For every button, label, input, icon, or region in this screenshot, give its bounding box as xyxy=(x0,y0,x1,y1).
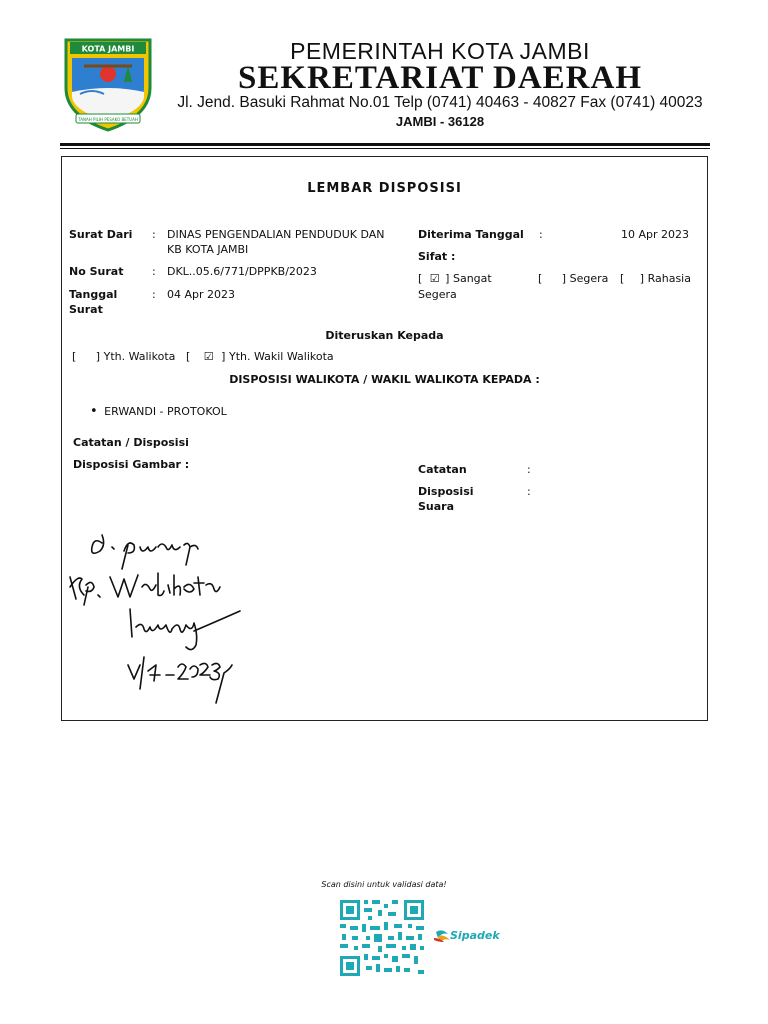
disposisi-suara-label-cont: Suara xyxy=(418,500,455,513)
bracket-open: [ xyxy=(72,350,77,363)
tanggal-surat-label: Tanggal xyxy=(69,288,118,301)
diteruskan-option-wakil[interactable] xyxy=(186,350,334,363)
sifat-option-sangat-wrap: Segera xyxy=(418,288,457,301)
colon: : xyxy=(152,265,156,278)
bullet-icon: • xyxy=(90,404,98,419)
diterima-tanggal-value: 10 Apr 2023 xyxy=(621,228,690,241)
letterhead-city: JAMBI - 36128 xyxy=(395,114,485,129)
letterhead-rule-thin xyxy=(60,148,710,149)
brand-text: Sipadek xyxy=(450,929,500,942)
sifat-option-label: Sangat xyxy=(452,272,492,285)
logo-motto: TANAH PILIH PESAKO BETUAH xyxy=(78,117,138,122)
disposisi-suara-label: Disposisi xyxy=(418,485,474,498)
surat-dari-value-cont: KB KOTA JAMBI xyxy=(167,243,249,256)
bracket-close: ] xyxy=(221,350,226,363)
colon: : xyxy=(527,463,531,476)
sifat-option-label: Rahasia xyxy=(647,272,691,285)
colon: : xyxy=(152,228,156,241)
handwritten-disposition xyxy=(62,525,262,710)
colon: : xyxy=(152,288,156,301)
bracket-close: ] xyxy=(639,272,645,285)
disposisi-gambar-label: Disposisi Gambar : xyxy=(73,458,190,471)
kota-jambi-logo xyxy=(62,36,154,132)
sipadek-logo xyxy=(434,926,508,944)
bracket-close: ] xyxy=(95,350,101,363)
letterhead-government: PEMERINTAH KOTA JAMBI xyxy=(290,38,590,64)
validation-qr-code[interactable] xyxy=(338,898,426,978)
bracket-open: [ xyxy=(186,350,191,363)
sifat-option-sangat[interactable] xyxy=(418,272,492,285)
bracket-open: [ xyxy=(620,272,625,285)
surat-dari-label: Surat Dari xyxy=(69,228,133,241)
tanggal-surat-label-cont: Surat xyxy=(69,303,103,316)
catatan-label: Catatan xyxy=(418,463,467,476)
tanggal-surat-value: 04 Apr 2023 xyxy=(167,288,236,301)
checkbox-checked-icon: ☑ xyxy=(203,350,214,363)
scan-instruction: Scan disini untuk validasi data! xyxy=(321,880,447,889)
letterhead-address: Jl. Jend. Basuki Rahmat No.01 Telp (0741) 40463 - 40827 Fax (0741) 40023 xyxy=(177,94,703,111)
colon: : xyxy=(539,228,543,241)
diteruskan-option-walikota[interactable] xyxy=(72,350,175,363)
sifat-option-segera[interactable] xyxy=(538,272,608,285)
bracket-close: ] xyxy=(445,272,450,285)
bracket-open: [ xyxy=(418,272,423,285)
no-surat-value: DKL..05.6/771/DPPKB/2023 xyxy=(167,265,317,278)
recipient-list-item xyxy=(90,404,227,419)
catatan-disposisi-label: Catatan / Disposisi xyxy=(73,436,189,449)
no-surat-label: No Surat xyxy=(69,265,124,278)
sifat-label: Sifat : xyxy=(418,250,456,263)
bracket-close: ] xyxy=(561,272,567,285)
sifat-option-rahasia[interactable] xyxy=(620,272,691,285)
diteruskan-option-label: Yth. Wakil Walikota xyxy=(228,350,334,363)
letterhead-office: SEKRETARIAT DAERAH xyxy=(238,60,642,96)
surat-dari-value: DINAS PENGENDALIAN PENDUDUK DAN xyxy=(167,228,385,241)
letterhead-rule-thick xyxy=(60,143,710,146)
bracket-open: [ xyxy=(538,272,543,285)
sifat-option-label: Segera xyxy=(569,272,609,285)
form-title: LEMBAR DISPOSISI xyxy=(307,181,462,196)
diterima-tanggal-label: Diterima Tanggal xyxy=(418,228,524,241)
checkbox-checked-icon: ☑ xyxy=(429,272,440,285)
diteruskan-kepada-label: Diteruskan Kepada xyxy=(325,329,444,342)
logo-text: KOTA JAMBI xyxy=(81,44,135,54)
colon: : xyxy=(527,485,531,498)
diteruskan-option-label: Yth. Walikota xyxy=(103,350,176,363)
disposisi-header: DISPOSISI WALIKOTA / WAKIL WALIKOTA KEPADA : xyxy=(229,373,540,386)
recipient-name: ERWANDI - PROTOKOL xyxy=(104,405,227,418)
